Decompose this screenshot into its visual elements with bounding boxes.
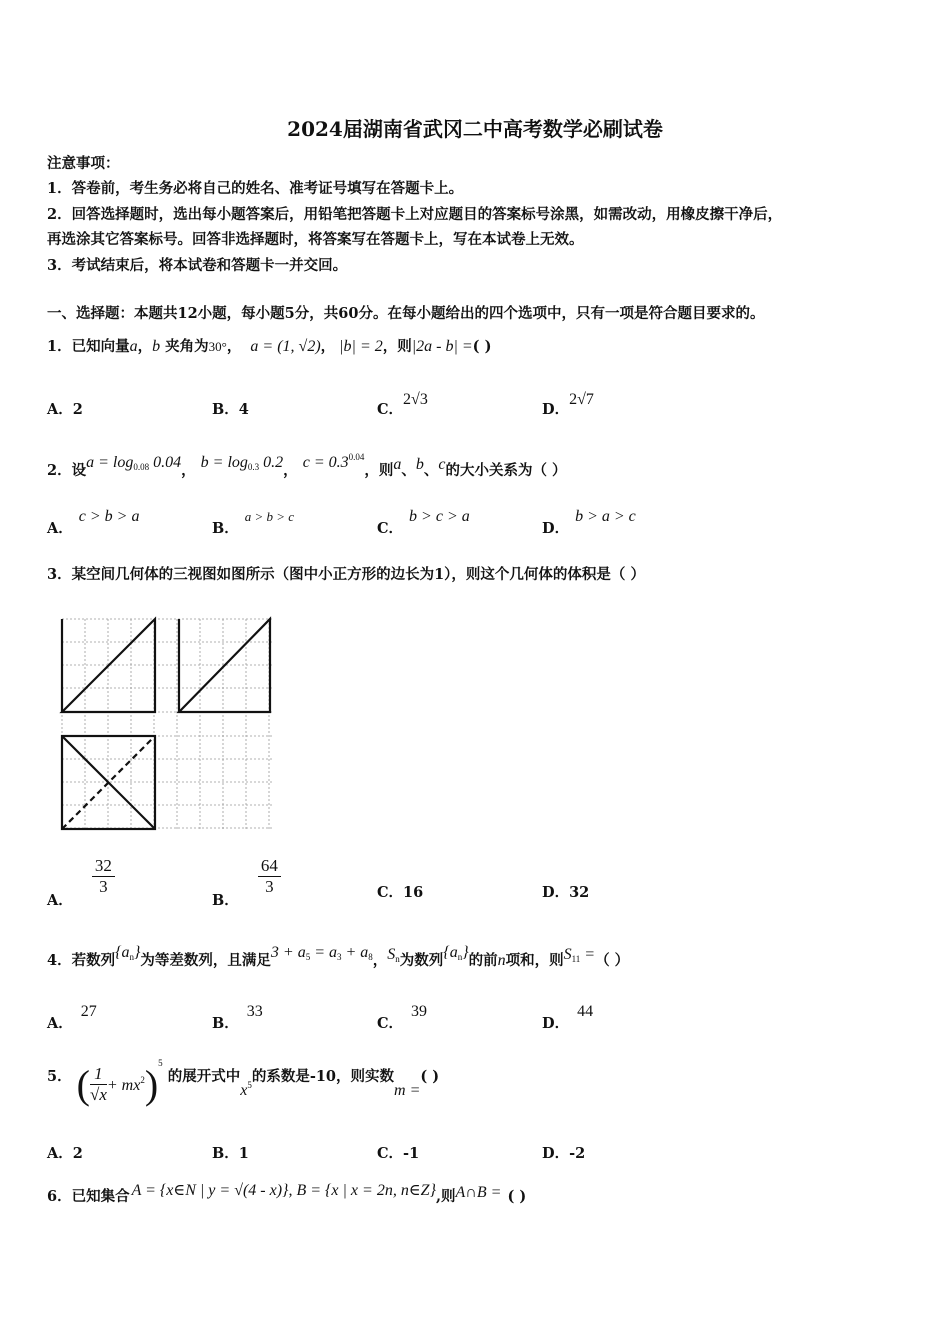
- notice-item-2a: 2．回答选择题时，选出每小题答案后，用铅笔把答题卡上对应题目的答案标号涂黑，如需改动，用橡皮擦干净后，: [47, 206, 783, 223]
- q1-a-value: a = (1, √2): [250, 338, 321, 355]
- q3-option-a: A． $\frac{32}{3}$: [47, 856, 115, 897]
- q5-x5: $x^5$: [240, 1080, 252, 1100]
- question-5: 5． ( $\frac{1}{√x}$ + $mx^2)^5$ 的展开式中$x^5$的系数是-10，则实数m =( ): [47, 1058, 440, 1108]
- q1-vector-a: a: [129, 338, 138, 355]
- q1-angle: 30°: [208, 339, 227, 354]
- q4-sum: $S_n$: [387, 946, 400, 964]
- q3-option-b: B． $\frac{64}{3}$: [212, 856, 281, 897]
- page-title: 2024届湖南省武冈二中高考数学必刷试卷: [287, 117, 663, 141]
- q1-option-b: B．4: [212, 401, 249, 418]
- q5-option-a: A．2: [47, 1145, 83, 1162]
- q6-expression: A∩B =: [455, 1184, 502, 1201]
- q1-prefix: 1．已知向量: [47, 338, 130, 355]
- question-6: 6．已知集合 A = {x∈N | y = √(4 - x)}, B = {x | x = 2n, n∈Z},则A∩B = ( ): [47, 1182, 527, 1205]
- q3-option-d: D．32: [542, 884, 590, 901]
- three-view-figure: [58, 615, 278, 835]
- question-2: 2．设$a = \log_{0.08} 0.04$， $b = \log_{0.3} 0.2$， $c = 0.3^{0.04}$，则a、b、c的大小关系为（ ）: [47, 452, 567, 479]
- q4-s11: $S_{11}$ =: [563, 946, 596, 964]
- q1-option-c: C．2√3: [377, 391, 428, 418]
- question-4: 4．若数列$\{a_n\}$为等差数列，且满足$3 + a_5 = a_3 + a_8$，$S_n$为数列$\{a_n\}$的前n项和，则$S_{11}$ =（ ）: [47, 944, 630, 969]
- q2-b-def: $b = \log_{0.3} 0.2$: [200, 454, 284, 472]
- q1-vector-b: b: [152, 338, 161, 355]
- grid-lines: [62, 619, 272, 831]
- q4-option-d: D．44: [542, 1003, 594, 1032]
- notice-item-3: 3．考试结束后，将本试卷和答题卡一并交回。: [47, 257, 348, 274]
- q4-option-c: C．39: [377, 1003, 428, 1032]
- question-1: 1．已知向量a，b 夹角为30°， a = (1, √2)， |b| = 2，则|2a - b| =( ): [47, 338, 492, 355]
- notice-item-1: 1．答卷前，考生务必将自己的姓名、准考证号填写在答题卡上。: [47, 180, 464, 197]
- q2-a-def: $a = \log_{0.08} 0.04$: [86, 454, 182, 472]
- q2-c-def: $c = 0.3^{0.04}$: [302, 452, 365, 471]
- notice-heading: 注意事项：: [47, 155, 120, 172]
- q3-option-c: C．16: [377, 884, 424, 901]
- q4-sequence-2: $\{a_n\}$: [443, 944, 469, 962]
- q3-option-b-fraction: $\frac{64}{3}$: [258, 856, 281, 897]
- question-3: 3．某空间几何体的三视图如图所示（图中小正方形的边长为1），则这个几何体的体积是（ ）: [47, 566, 645, 583]
- q4-sequence: $\{a_n\}$: [115, 944, 141, 962]
- q1-option-a: A．2: [47, 401, 83, 418]
- q2-option-d: D．b > a > c: [542, 508, 636, 537]
- q5-binomial: ( $\frac{1}{√x}$ + $mx^2)^5$: [76, 1058, 163, 1108]
- q4-condition: $3 + a_5 = a_3 + a_8$: [270, 944, 373, 962]
- notice-item-2b: 再选涂其它答案标号。回答非选择题时，将答案写在答题卡上，写在本试卷上无效。: [47, 231, 584, 248]
- q5-option-c: C．-1: [377, 1145, 420, 1162]
- q2-option-b: B．a > b > c: [212, 509, 295, 537]
- q5-option-b: B．1: [212, 1145, 249, 1162]
- q4-option-b: B．33: [212, 1003, 263, 1032]
- front-view-triangle: [62, 619, 155, 712]
- q1-b-modulus: |b| = 2: [339, 338, 383, 355]
- q5-m: m =: [394, 1082, 421, 1100]
- q5-option-d: D．-2: [542, 1145, 586, 1162]
- q6-sets: A = {x∈N | y = √(4 - x)}, B = {x | x = 2n, n∈Z}: [131, 1182, 436, 1199]
- section-heading: 一、选择题：本题共12小题，每小题5分，共60分。在每小题给出的四个选项中，只有一项是符合题目要求的。: [47, 305, 765, 322]
- q3-option-a-fraction: $\frac{32}{3}$: [92, 856, 115, 897]
- side-view-triangle: [179, 619, 270, 712]
- q4-option-a: A．27: [47, 1003, 97, 1032]
- q2-option-a: A．c > b > a: [47, 508, 140, 537]
- q2-option-c: C．b > c > a: [377, 508, 470, 537]
- q1-expression: |2a - b| =: [411, 338, 473, 355]
- q1-option-d: D．2√7: [542, 391, 594, 418]
